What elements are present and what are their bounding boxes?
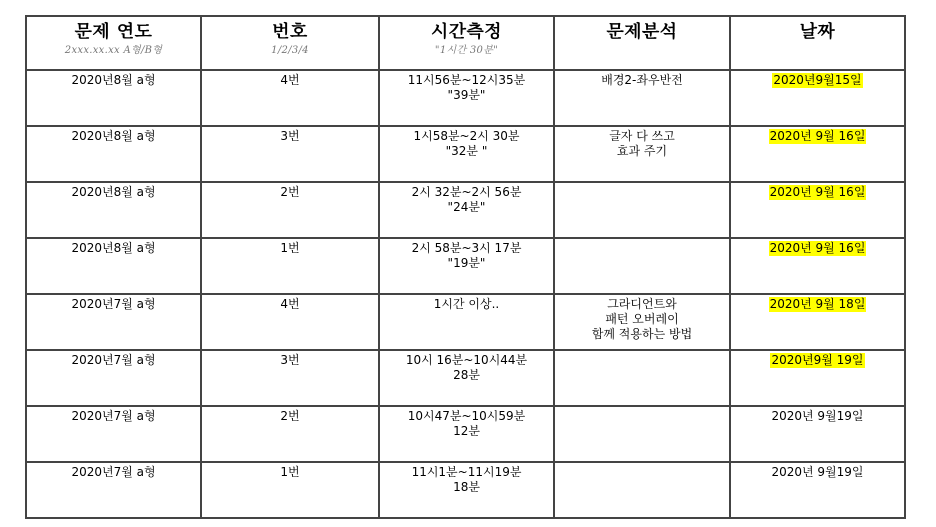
- cell-time: [379, 462, 554, 518]
- cell-date: [730, 294, 905, 350]
- analysis-line: 패턴 오버레이: [605, 312, 679, 326]
- cell-analysis: [554, 182, 730, 238]
- cell-date: [730, 462, 905, 518]
- analysis-line: 배경2-좌우반전: [601, 73, 683, 87]
- cell-time: [379, 70, 554, 126]
- header-cell-year: [26, 16, 201, 70]
- table-header: [26, 16, 905, 70]
- date-highlighted: 2020년 9월 16일: [769, 241, 866, 255]
- table-row: [26, 350, 905, 406]
- time-line: 2시 32분~2시 56분: [411, 185, 522, 199]
- cell-analysis: [554, 462, 730, 518]
- analysis-line: 함께 적용하는 방법: [591, 327, 693, 341]
- cell-number: [201, 462, 379, 518]
- cell-number: [201, 70, 379, 126]
- header-hint-time: "1시간 30분": [434, 45, 499, 56]
- table-row: [26, 238, 905, 294]
- cell-time: [379, 126, 554, 182]
- time-line: 10시47분~10시59분: [407, 409, 526, 423]
- cell-analysis: [554, 350, 730, 406]
- table-row: [26, 126, 905, 182]
- cell-year: [26, 70, 201, 126]
- time-line: 10시 16분~10시44분: [405, 353, 528, 367]
- date-highlighted: 2020년 9월 16일: [769, 185, 866, 199]
- cell-time: [379, 182, 554, 238]
- practice-log-table: [25, 15, 906, 519]
- cell-time: [379, 238, 554, 294]
- date-highlighted: 2020년9월15일: [773, 73, 862, 87]
- date-text: 2020년 9월19일: [771, 409, 864, 423]
- cell-year: [26, 406, 201, 462]
- cell-date: [730, 406, 905, 462]
- cell-time: [379, 294, 554, 350]
- time-line: 28분: [453, 368, 480, 382]
- cell-year: [26, 182, 201, 238]
- table-row: [26, 70, 905, 126]
- time-line: 1시간 이상..: [433, 297, 500, 311]
- cell-number: [201, 294, 379, 350]
- cell-analysis: [554, 294, 730, 350]
- cell-date: [730, 350, 905, 406]
- time-line: "19분": [447, 256, 486, 270]
- year-text: 2020년8월 a형: [71, 185, 156, 199]
- cell-number: [201, 350, 379, 406]
- year-text: 2020년8월 a형: [71, 241, 156, 255]
- time-line: 2시 58분~3시 17분: [411, 241, 522, 255]
- cell-time: [379, 406, 554, 462]
- time-line: 11시56분~12시35분: [407, 73, 526, 87]
- header-title-time: 시간측정: [430, 22, 503, 42]
- cell-analysis: [554, 238, 730, 294]
- number-text: 1번: [280, 465, 300, 479]
- header-cell-number: [201, 16, 379, 70]
- date-text: 2020년 9월19일: [771, 465, 864, 479]
- date-highlighted: 2020년 9월 16일: [769, 129, 866, 143]
- cell-number: [201, 406, 379, 462]
- header-title-analysis: 문제분석: [606, 22, 678, 42]
- table-body: [26, 70, 905, 518]
- table-row: [26, 406, 905, 462]
- cell-analysis: [554, 406, 730, 462]
- number-text: 4번: [280, 73, 300, 87]
- cell-analysis: [554, 126, 730, 182]
- year-text: 2020년7월 a형: [71, 409, 156, 423]
- header-row: [26, 16, 905, 70]
- date-highlighted: 2020년9월 19일: [771, 353, 864, 367]
- time-line: "24분": [447, 200, 486, 214]
- cell-date: [730, 70, 905, 126]
- date-highlighted: 2020년 9월 18일: [769, 297, 866, 311]
- time-line: 11시1분~11시19분: [411, 465, 522, 479]
- cell-year: [26, 294, 201, 350]
- year-text: 2020년7월 a형: [71, 465, 156, 479]
- cell-date: [730, 126, 905, 182]
- number-text: 3번: [280, 353, 300, 367]
- number-text: 4번: [280, 297, 300, 311]
- cell-number: [201, 182, 379, 238]
- cell-analysis: [554, 70, 730, 126]
- time-line: "32분 ": [445, 144, 488, 158]
- number-text: 3번: [280, 129, 300, 143]
- year-text: 2020년7월 a형: [71, 353, 156, 367]
- cell-date: [730, 182, 905, 238]
- header-cell-date: [730, 16, 905, 70]
- header-title-date: 날짜: [799, 22, 836, 42]
- analysis-line: 글자 다 쓰고: [609, 129, 675, 143]
- time-line: 18분: [453, 480, 480, 494]
- cell-number: [201, 238, 379, 294]
- analysis-line: 효과 주기: [616, 144, 668, 158]
- cell-year: [26, 462, 201, 518]
- cell-time: [379, 350, 554, 406]
- header-hint-year: 2xxx.xx.xx A형/B형: [64, 45, 163, 56]
- time-line: 1시58분~2시 30분: [413, 129, 520, 143]
- number-text: 2번: [280, 409, 300, 423]
- cell-date: [730, 238, 905, 294]
- header-title-year: 문제 연도: [74, 22, 153, 42]
- header-cell-analysis: [554, 16, 730, 70]
- cell-year: [26, 350, 201, 406]
- cell-year: [26, 126, 201, 182]
- year-text: 2020년7월 a형: [71, 297, 156, 311]
- number-text: 1번: [280, 241, 300, 255]
- header-cell-time: [379, 16, 554, 70]
- header-title-number: 번호: [272, 22, 308, 42]
- year-text: 2020년8월 a형: [71, 73, 156, 87]
- year-text: 2020년8월 a형: [71, 129, 156, 143]
- time-line: "39분": [447, 88, 486, 102]
- table-row: [26, 294, 905, 350]
- table-row: [26, 182, 905, 238]
- cell-year: [26, 238, 201, 294]
- time-line: 12분: [453, 424, 480, 438]
- table-row: [26, 462, 905, 518]
- number-text: 2번: [280, 185, 300, 199]
- header-hint-number: 1/2/3/4: [271, 45, 309, 56]
- analysis-line: 그라디언트와: [607, 297, 677, 311]
- cell-number: [201, 126, 379, 182]
